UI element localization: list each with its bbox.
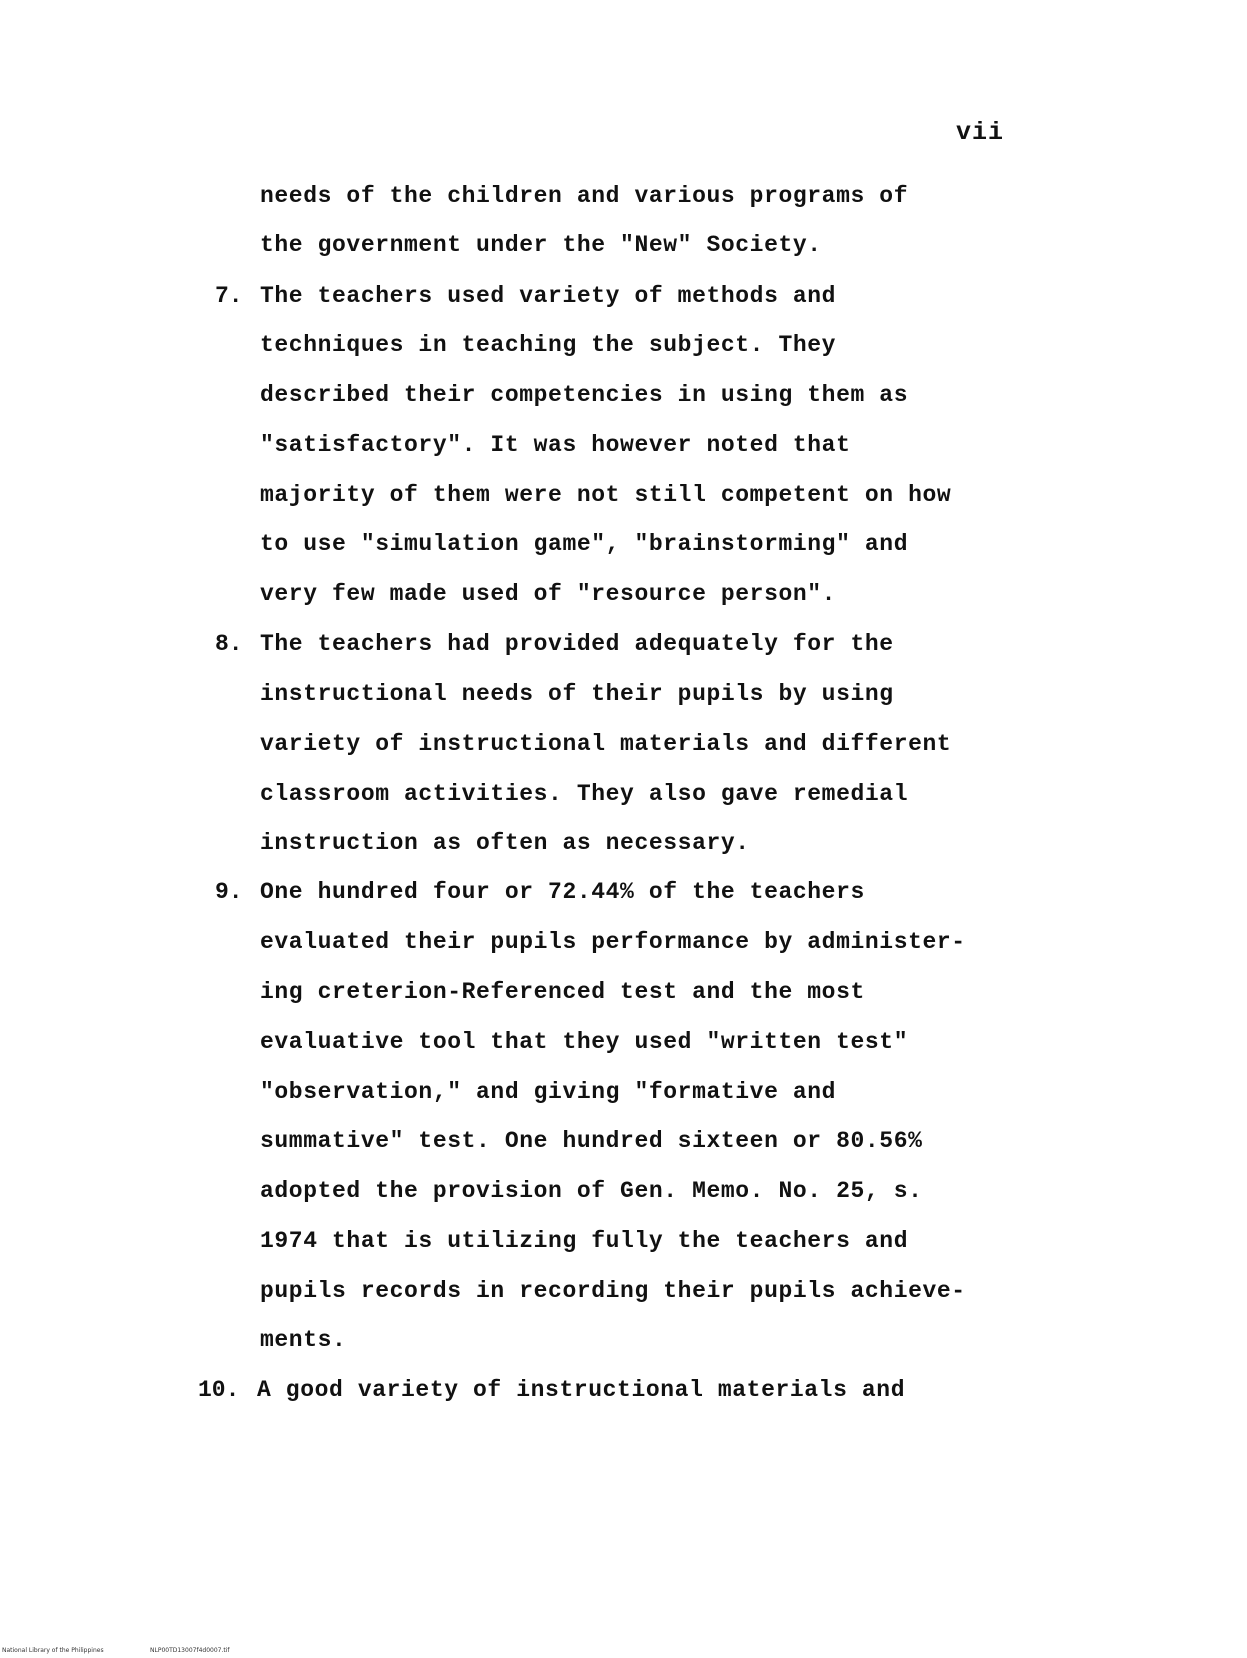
- item-number: 9.: [215, 879, 243, 905]
- intro-line: the government under the "New" Society.: [260, 232, 822, 258]
- item-line: techniques in teaching the subject. They: [260, 332, 837, 358]
- item-line: One hundred four or 72.44% of the teachers: [260, 879, 865, 905]
- item-line: instruction as often as necessary.: [260, 830, 750, 856]
- item-line: adopted the provision of Gen. Memo. No. 25, s.: [260, 1178, 923, 1204]
- footer-filename: NLP00TD13007f4d0007.tif: [150, 1647, 230, 1654]
- item-line: The teachers had provided adequately for the: [260, 631, 894, 657]
- item-line: very few made used of "resource person".: [260, 581, 837, 607]
- item-line: "satisfactory". It was however noted that: [260, 432, 851, 458]
- item-line: pupils records in recording their pupils achieve-: [260, 1278, 966, 1304]
- intro-line: needs of the children and various programs of: [260, 183, 909, 209]
- item-line: described their competencies in using them as: [260, 382, 909, 408]
- item-line: "observation," and giving "formative and: [260, 1079, 837, 1105]
- item-line: evaluated their pupils performance by administer-: [260, 929, 966, 955]
- item-number: 8.: [215, 631, 243, 657]
- item-number: 7.: [215, 283, 243, 309]
- item-line: ments.: [260, 1327, 347, 1353]
- item-number: 10.: [198, 1377, 240, 1403]
- item-line: summative" test. One hundred sixteen or 80.56%: [260, 1128, 923, 1154]
- item-line: instructional needs of their pupils by using: [260, 681, 894, 707]
- page-number: vii: [956, 118, 1005, 147]
- item-line: ing creterion-Referenced test and the most: [260, 979, 865, 1005]
- item-line: to use "simulation game", "brainstorming" and: [260, 531, 909, 557]
- item-line: evaluative tool that they used "written test": [260, 1029, 909, 1055]
- item-line: 1974 that is utilizing fully the teachers and: [260, 1228, 909, 1254]
- item-line: variety of instructional materials and different: [260, 731, 952, 757]
- item-line: classroom activities. They also gave remedial: [260, 781, 909, 807]
- item-line: A good variety of instructional materials and: [257, 1377, 906, 1403]
- footer-library: National Library of the Philippines: [2, 1647, 104, 1654]
- item-line: majority of them were not still competent on how: [260, 482, 952, 508]
- item-line: The teachers used variety of methods and: [260, 283, 837, 309]
